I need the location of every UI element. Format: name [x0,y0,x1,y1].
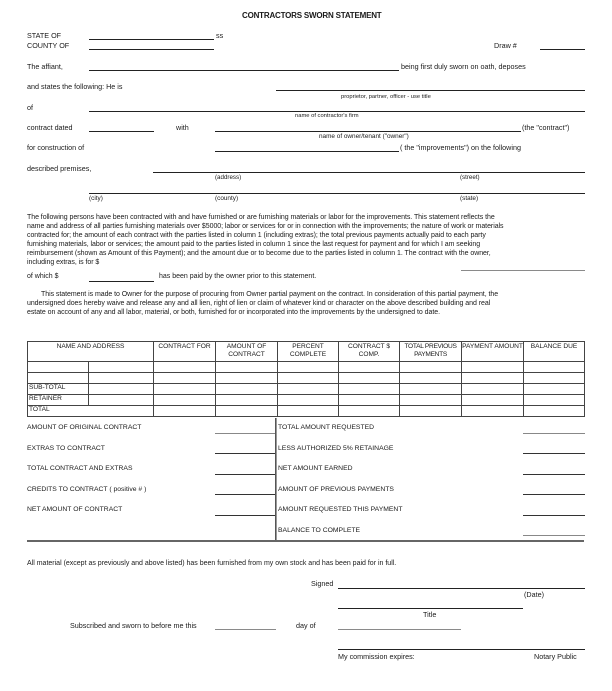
address-street-field[interactable] [153,172,585,173]
draw-number-label: Draw # [494,41,517,50]
contract-for-cell[interactable] [154,384,216,395]
table-row-total [28,406,585,417]
previous-cell[interactable] [400,373,462,384]
total-contract-extras-field[interactable] [215,474,275,475]
header-total-previous-payments: TOTAL PREVIOUS PAYMENTS [400,342,462,362]
state-of-label: STATE OF [27,31,62,40]
firm-caption: name of contractor's firm [295,113,359,119]
name-cell[interactable] [89,373,154,384]
table-header-row [28,342,585,362]
percent-cell[interactable] [278,373,339,384]
paid-prior-field[interactable] [89,281,154,282]
day-field[interactable] [215,629,276,630]
construction-field[interactable] [215,151,399,152]
row-label: TOTAL [28,406,154,417]
row-label: RETAINER [28,395,89,406]
amount-cell[interactable] [216,395,278,406]
name-cell[interactable] [89,362,154,373]
summary-bottom-rule [27,540,584,542]
states-following-text: and states the following: He is [27,82,123,91]
county-of-label: COUNTY OF [27,41,70,50]
header-percent-complete: PERCENT COMPLETE [278,342,339,362]
previous-payments-field[interactable] [523,494,585,495]
requested-this-payment-field[interactable] [523,515,585,516]
payment-cell[interactable] [462,395,524,406]
amount-cell[interactable] [216,384,278,395]
amount-cell[interactable] [216,373,278,384]
retainage-field[interactable] [523,453,585,454]
net-amount-contract-field[interactable] [215,515,275,516]
name-cell[interactable] [89,395,154,406]
percent-cell[interactable] [278,362,339,373]
table-row [28,373,585,384]
the-contract-text: (the "contract") [522,123,570,132]
previous-cell[interactable] [400,406,462,417]
document-title: CONTRACTORS SWORN STATEMENT [242,11,382,20]
balance-complete-label: BALANCE TO COMPLETE [278,527,361,534]
affiant-label: The affiant, [27,62,63,71]
extras-field[interactable] [215,453,275,454]
table-row-subtotal [28,384,585,395]
payment-cell[interactable] [462,373,524,384]
contract-for-cell[interactable] [154,406,216,417]
net-earned-label: NET AMOUNT EARNED [278,465,353,472]
header-amount-of-contract: AMOUNT OF CONTRACT [216,342,278,362]
credits-label: CREDITS TO CONTRACT ( positive # ) [27,486,147,493]
previous-cell[interactable] [400,384,462,395]
retainage-label: LESS AUTHORIZED 5% RETAINAGE [278,445,394,452]
contract-for-cell[interactable] [154,395,216,406]
affiant-name-field[interactable] [89,70,399,71]
payment-cell[interactable] [462,384,524,395]
amount-cell[interactable] [216,406,278,417]
being-sworn-text: being first duly sworn on oath, deposes [401,62,526,71]
waiver-paragraph: This statement is made to Owner for the purpose of procuring from Owner partial payment on the contract. In consideration of this partial payment, the undersigned does hereby waive and release any and all lien, right of lien or claim of whatever kind or character on the above described building and real estate on account of any and all labor, material, or both, furnished for or incorporated into the improvements by the undersigned to date. [27,291,499,317]
signed-label: Signed [311,579,334,588]
percent-cell[interactable] [278,395,339,406]
requested-this-payment-label: AMOUNT REQUESTED THIS PAYMENT [278,506,403,513]
percent-cell[interactable] [278,384,339,395]
premises-label: described premises, [27,164,92,173]
comp-cell[interactable] [339,362,400,373]
with-label: with [176,123,189,132]
contract-for-cell[interactable] [154,362,216,373]
balance-cell[interactable] [524,395,585,406]
net-amount-contract-label: NET AMOUNT OF CONTRACT [27,506,123,513]
of-label: of [27,103,33,112]
commission-expires-label: My commission expires: [338,652,415,661]
previous-cell[interactable] [400,362,462,373]
city-caption: (city) [89,195,103,202]
city-county-state-field[interactable] [89,193,585,194]
state-caption: (state) [460,195,479,202]
balance-cell[interactable] [524,384,585,395]
contract-total-field[interactable] [461,270,585,271]
day-of-label: day of [296,621,316,630]
previous-cell[interactable] [400,395,462,406]
construction-of-label: for construction of [27,143,85,152]
subscribed-label: Subscribed and sworn to before me this [70,621,197,630]
ss-label: ss [216,31,224,40]
original-contract-label: AMOUNT OF ORIGINAL CONTRACT [27,424,142,431]
total-requested-field[interactable] [523,433,585,434]
material-statement: All material (except as previously and above listed) has been furnished from my own stock and has been paid for in full. [27,560,397,567]
title-field[interactable] [276,90,585,91]
improvements-text: ( the "improvements") on the following [400,143,521,152]
notary-signature-field[interactable] [338,649,585,650]
state-field[interactable] [89,39,214,40]
signature-field[interactable] [338,588,585,589]
contract-date-field[interactable] [89,131,154,132]
contract-for-cell[interactable] [154,373,216,384]
title-caption-footer: Title [423,610,437,619]
persons-contracted-paragraph: The following persons have been contracted with and have furnished or are furnishing materials or labor for the improvements. This statement reflects the name and address of all parties furnishing materials over $5000; labor or services for or in connection with the improvements; the nature of work or materials contracted for; the amount of each contract with the parties listed in column 1 (including extras); the total previous payments actually paid to each party furnishing materials, labor or services; the amount paid to the parties listed in column 1 since the last request for payment and for which I am seeking reimbursement (shown as Amount of this Payment); and the amount due or to become due to the parties listed in column 1. The contract with the owner, including extras, is for $ [27,214,504,267]
summary-divider [275,418,277,540]
contractors-table [27,341,585,417]
balance-cell[interactable] [524,406,585,417]
month-field[interactable] [338,629,461,630]
previous-payments-label: AMOUNT OF PREVIOUS PAYMENTS [278,486,394,493]
title-caption: proprietor, partner, officer - use title [341,94,431,100]
header-name-address: NAME AND ADDRESS [28,342,154,362]
of-which-label: of which $ [27,273,59,280]
county-caption: (county) [215,195,239,202]
contract-dated-label: contract dated [27,123,73,132]
amount-cell[interactable] [216,362,278,373]
comp-cell[interactable] [339,373,400,384]
notary-public-label: Notary Public [534,652,577,661]
address-caption: (address) [215,174,242,181]
payment-cell[interactable] [462,362,524,373]
payment-cell[interactable] [462,406,524,417]
table-row [28,362,585,373]
comp-cell[interactable] [339,384,400,395]
credits-field[interactable] [215,494,275,495]
row-label [28,373,89,384]
header-contract-for: CONTRACT FOR [154,342,216,362]
header-contract-comp: CONTRACT $ COMP. [339,342,400,362]
owner-caption: name of owner/tenant ("owner") [319,133,409,140]
total-contract-extras-label: TOTAL CONTRACT AND EXTRAS [27,465,133,472]
paid-prior-text: has been paid by the owner prior to this statement. [159,273,317,280]
comp-cell[interactable] [339,406,400,417]
percent-cell[interactable] [278,406,339,417]
header-payment-amount: PAYMENT AMOUNT [462,342,524,362]
table-row-retainer [28,395,585,406]
name-cell[interactable] [89,384,154,395]
comp-cell[interactable] [339,395,400,406]
street-caption: (street) [460,174,480,181]
balance-cell[interactable] [524,362,585,373]
owner-name-field[interactable] [215,131,521,132]
draw-number-field[interactable] [540,49,585,50]
extras-label: EXTRAS TO CONTRACT [27,445,105,452]
original-contract-field[interactable] [215,433,275,434]
county-field[interactable] [89,49,214,50]
header-balance-due: BALANCE DUE [524,342,585,362]
firm-name-field[interactable] [89,111,585,112]
date-caption: (Date) [524,590,544,599]
total-requested-label: TOTAL AMOUNT REQUESTED [278,424,375,431]
balance-cell[interactable] [524,373,585,384]
row-label [28,362,89,373]
row-label: SUB-TOTAL [28,384,89,395]
net-earned-field[interactable] [523,474,585,475]
title-line-field[interactable] [338,608,523,609]
balance-complete-field[interactable] [523,535,585,536]
